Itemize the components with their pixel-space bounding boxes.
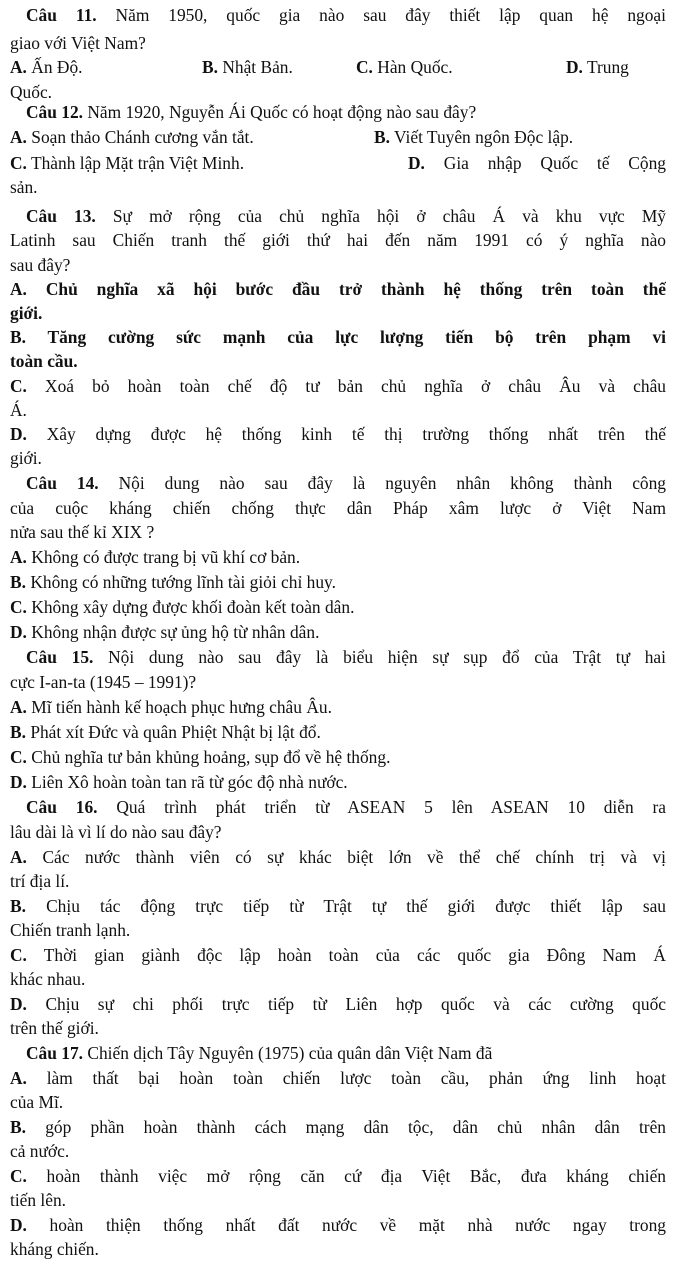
q16-option-a-cont: trí địa lí. bbox=[10, 871, 70, 891]
q17-option-d-cont: kháng chiến. bbox=[10, 1239, 99, 1259]
q13-option-b: B. Tăng cường sức mạnh của lực lượng tiến bộ trên phạm vi bbox=[10, 327, 666, 347]
q14-option-d: D. Không nhận được sự ủng hộ từ nhân dân. bbox=[10, 622, 320, 642]
q12-option-a: A. Soạn thảo Chánh cương vắn tắt. bbox=[10, 127, 254, 147]
q15-option-a: A. Mĩ tiến hành kế hoạch phục hưng châu Âu. bbox=[10, 697, 332, 717]
q15-line-1: Câu 15. Nội dung nào sau đây là biểu hiện sự sụp đổ của Trật tự hai bbox=[26, 647, 666, 667]
q11-line-2: giao với Việt Nam? bbox=[10, 33, 146, 53]
q13-option-a-cont: giới. bbox=[10, 303, 43, 323]
q17-option-b: B. góp phần hoàn thành cách mạng dân tộc, dân chủ nhân dân trên bbox=[10, 1117, 666, 1137]
q11-number: Câu 11. bbox=[26, 5, 97, 25]
q16-option-c: C. Thời gian giành độc lập hoàn toàn của các quốc gia Đông Nam Á bbox=[10, 945, 666, 965]
q12-option-b: B. Viết Tuyên ngôn Độc lập. bbox=[374, 127, 574, 147]
q17-option-a: A. làm thất bại hoàn toàn chiến lược toàn cầu, phản ứng linh hoạt bbox=[10, 1068, 666, 1088]
q12-number: Câu 12. bbox=[26, 102, 84, 122]
q16-option-d-cont: trên thế giới. bbox=[10, 1018, 99, 1038]
q13-option-d-cont: giới. bbox=[10, 448, 42, 468]
q13-option-b-cont: toàn cầu. bbox=[10, 351, 78, 371]
q14-line-3: nửa sau thế kỉ XIX ? bbox=[10, 522, 155, 542]
q13-line-2: Latinh sau Chiến tranh thế giới thứ hai đến năm 1991 có ý nghĩa nào bbox=[10, 230, 666, 250]
q13-number: Câu 13. bbox=[26, 206, 96, 226]
q17-option-d: D. hoàn thiện thống nhất đất nước về mặt nhà nước ngay trong bbox=[10, 1215, 666, 1235]
q16-option-b-cont: Chiến tranh lạnh. bbox=[10, 920, 131, 940]
q15-option-d: D. Liên Xô hoàn toàn tan rã từ góc độ nhà nước. bbox=[10, 772, 348, 792]
q15-number: Câu 15. bbox=[26, 647, 94, 667]
q17-option-c: C. hoàn thành việc mở rộng căn cứ địa Việt Bắc, đưa kháng chiến bbox=[10, 1166, 666, 1186]
q16-number: Câu 16. bbox=[26, 797, 98, 817]
q12-line-1: Câu 12. Năm 1920, Nguyễn Ái Quốc có hoạt động nào sau đây? bbox=[26, 102, 477, 122]
q13-option-a: A. Chủ nghĩa xã hội bước đầu trở thành hệ thống trên toàn thế bbox=[10, 279, 666, 299]
q17-line-1: Câu 17. Chiến dịch Tây Nguyên (1975) của quân dân Việt Nam đã bbox=[26, 1043, 493, 1063]
q13-option-c-cont: Á. bbox=[10, 400, 27, 420]
q13-line-3: sau đây? bbox=[10, 255, 71, 275]
q11-option-c: C. Hàn Quốc. bbox=[356, 57, 453, 77]
q16-option-c-cont: khác nhau. bbox=[10, 969, 86, 989]
q14-number: Câu 14. bbox=[26, 473, 99, 493]
q17-option-c-cont: tiến lên. bbox=[10, 1190, 67, 1210]
q14-line-1: Câu 14. Nội dung nào sau đây là nguyên nhân không thành công bbox=[26, 473, 666, 493]
q14-option-a: A. Không có được trang bị vũ khí cơ bản. bbox=[10, 547, 301, 567]
q12-option-d: D. Gia nhập Quốc tế Cộng bbox=[408, 153, 666, 173]
q13-line-1: Câu 13. Sự mở rộng của chủ nghĩa hội ở châu Á và khu vực Mỹ bbox=[26, 206, 666, 226]
q12-option-d-cont: sản. bbox=[10, 177, 38, 197]
q17-option-a-cont: của Mĩ. bbox=[10, 1092, 64, 1112]
q14-option-b: B. Không có những tướng lĩnh tài giỏi chỉ huy. bbox=[10, 572, 336, 592]
q12-option-c: C. Thành lập Mặt trận Việt Minh. bbox=[10, 153, 245, 173]
q11-line-1: Câu 11. Năm 1950, quốc gia nào sau đây thiết lập quan hệ ngoại bbox=[26, 5, 666, 25]
q11-option-d-cont: Quốc. bbox=[10, 82, 53, 102]
q16-line-1: Câu 16. Quá trình phát triển từ ASEAN 5 lên ASEAN 10 diễn ra bbox=[26, 797, 666, 817]
q14-option-c: C. Không xây dựng được khối đoàn kết toàn dân. bbox=[10, 597, 355, 617]
q11-option-b: B. Nhật Bản. bbox=[202, 57, 293, 77]
q16-line-2: lâu dài là vì lí do nào sau đây? bbox=[10, 822, 222, 842]
q13-option-d: D. Xây dựng được hệ thống kinh tế thị trường thống nhất trên thế bbox=[10, 424, 666, 444]
q14-line-2: của cuộc kháng chiến chống thực dân Pháp xâm lược ở Việt Nam bbox=[10, 498, 666, 518]
q16-option-b: B. Chịu tác động trực tiếp từ Trật tự thế giới được thiết lập sau bbox=[10, 896, 666, 916]
q11-option-d: D. Trung bbox=[566, 57, 629, 77]
q17-number: Câu 17. bbox=[26, 1043, 84, 1063]
q15-option-b: B. Phát xít Đức và quân Phiệt Nhật bị lật đổ. bbox=[10, 722, 321, 742]
q16-option-a: A. Các nước thành viên có sự khác biệt lớn về thể chế chính trị và vị bbox=[10, 847, 666, 867]
q16-option-d: D. Chịu sự chi phối trực tiếp từ Liên hợp quốc và các cường quốc bbox=[10, 994, 666, 1014]
q13-option-c: C. Xoá bỏ hoàn toàn chế độ tư bản chủ nghĩa ở châu Âu và châu bbox=[10, 376, 666, 396]
q11-option-a: A. Ấn Độ. bbox=[10, 57, 83, 77]
q15-option-c: C. Chủ nghĩa tư bản khủng hoảng, sụp đổ về hệ thống. bbox=[10, 747, 391, 767]
q17-option-b-cont: cả nước. bbox=[10, 1141, 70, 1161]
q15-line-2: cực I-an-ta (1945 – 1991)? bbox=[10, 672, 197, 692]
